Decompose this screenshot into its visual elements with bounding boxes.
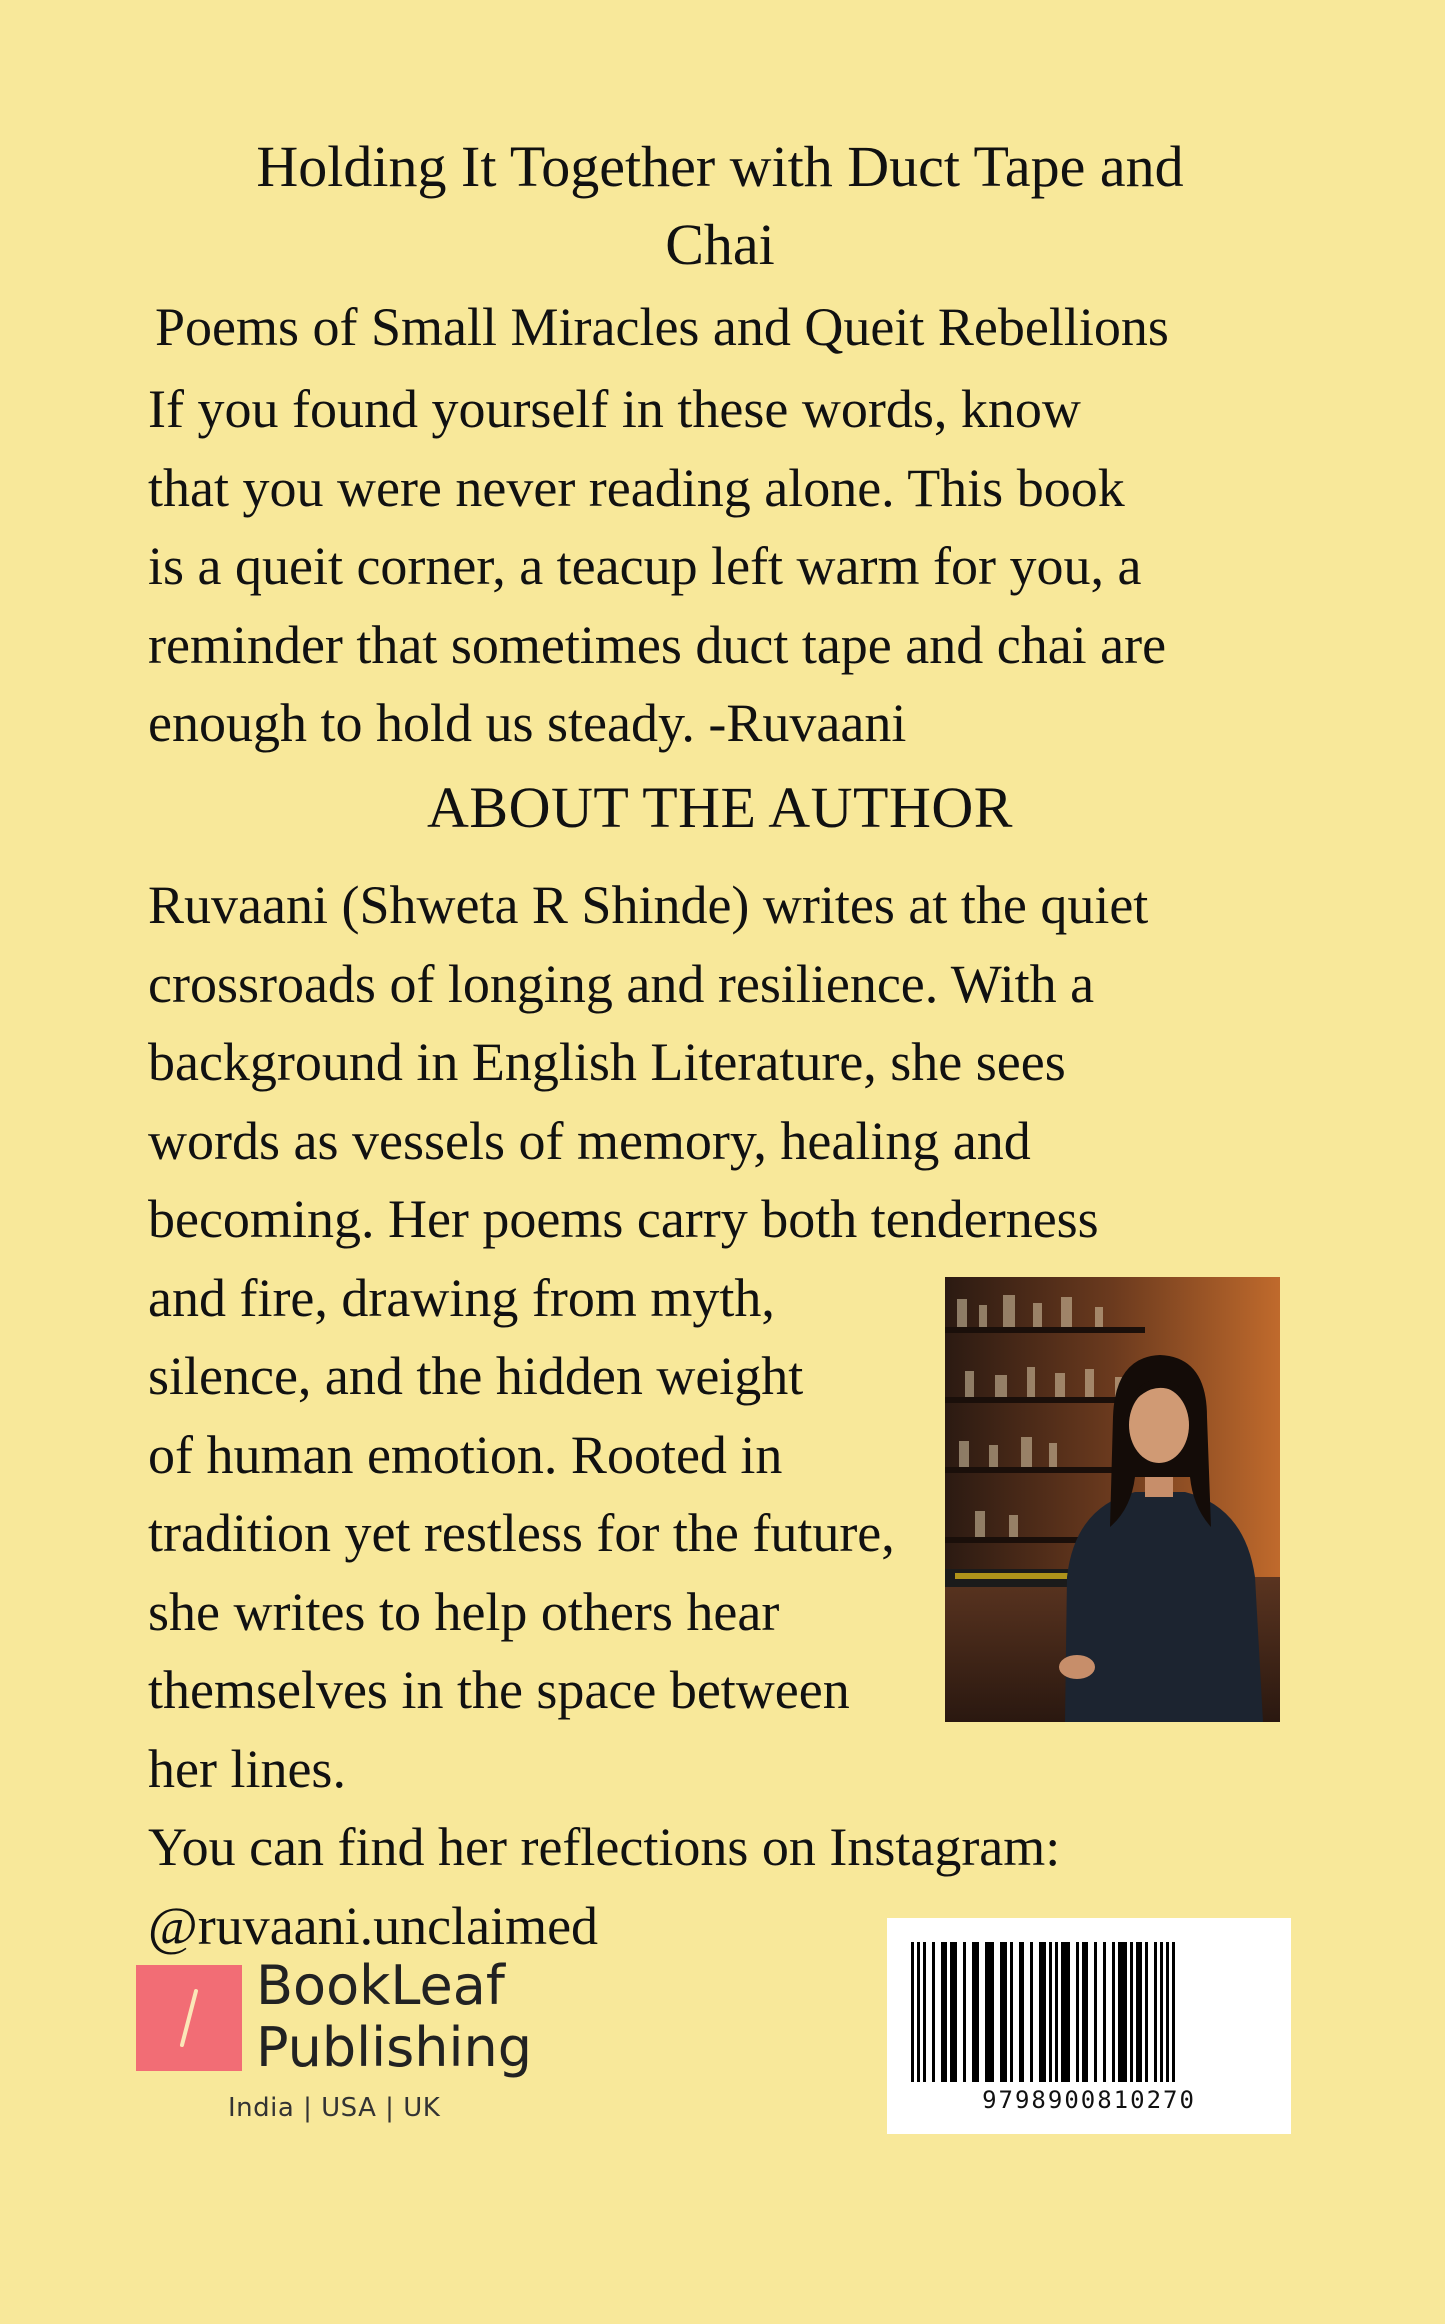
bio-line: themselves in the space between: [148, 1660, 850, 1720]
bio-line: becoming. Her poems carry both tenderness: [148, 1189, 1099, 1249]
isbn-number: 9798900810270: [982, 2086, 1196, 2114]
bio-line: she writes to help others hear: [148, 1581, 780, 1642]
instagram-handle: @ruvaani.unclaimed: [148, 1895, 599, 1956]
publisher-name-line-2: Publishing: [256, 2016, 532, 2079]
book-blurb: [148, 370, 1308, 763]
publisher-name-line-1: BookLeaf: [256, 1954, 505, 2017]
bio-line: and fire, drawing from myth,: [148, 1267, 775, 1328]
blurb-line: is a queit corner, a teacup left warm for you, a: [148, 536, 1142, 596]
bio-line: silence, and the hidden weight: [148, 1346, 804, 1406]
bio-line: her lines.: [148, 1738, 346, 1799]
publisher-regions: India | USA | UK: [228, 2093, 441, 2123]
bookleaf-logo-icon: [136, 1965, 242, 2071]
bio-line: of human emotion. Rooted in: [148, 1424, 783, 1485]
author-photo: [945, 1277, 1280, 1722]
book-subtitle: Poems of Small Miracles and Queit Rebellions: [155, 297, 1169, 357]
bio-line: tradition yet restless for the future,: [148, 1503, 895, 1563]
blurb-line: that you were never reading alone. This book: [148, 457, 1125, 518]
book-title-line-1: Holding It Together with Duct Tape and: [256, 134, 1184, 199]
barcode-icon: [887, 1918, 1291, 2088]
book-title: [140, 128, 1300, 284]
blurb-line: reminder that sometimes duct tape and chai are: [148, 614, 1167, 675]
bio-line: background in English Literature, she sees: [148, 1032, 1066, 1092]
isbn-barcode: [887, 1918, 1291, 2134]
bio-line: Ruvaani (Shweta R Shinde) writes at the quiet: [148, 875, 1149, 935]
blurb-line: If you found yourself in these words, know: [148, 379, 1081, 439]
publisher-name: [256, 1955, 532, 2079]
about-author-heading: ABOUT THE AUTHOR: [427, 775, 1013, 840]
bio-line: words as vessels of memory, healing and: [148, 1110, 1031, 1171]
blurb-line: enough to hold us steady. -Ruvaani: [148, 693, 907, 753]
bio-line: crossroads of longing and resilience. With a: [148, 953, 1095, 1014]
bio-line: You can find her reflections on Instagram:: [148, 1817, 1061, 1877]
book-title-line-2: Chai: [665, 212, 775, 277]
